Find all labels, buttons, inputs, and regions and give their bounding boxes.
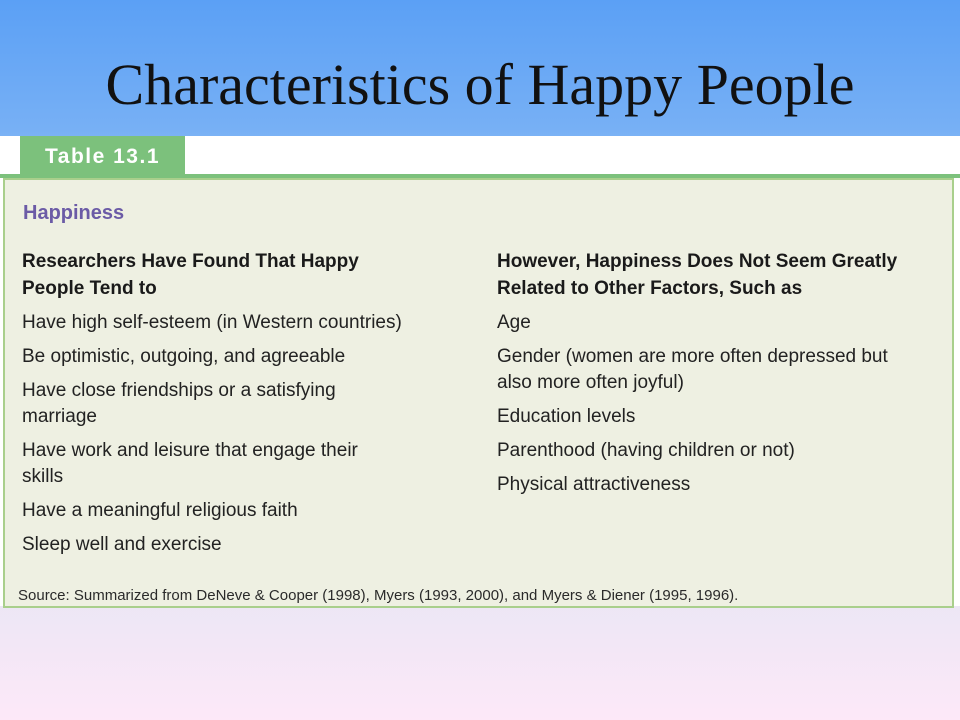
right-list-item: Physical attractiveness <box>497 474 691 495</box>
left-list-item: Be optimistic, outgoing, and agreeable <box>22 346 346 367</box>
right-column-header: However, Happiness Does Not Seem Greatly Related to Other Factors, Such as <box>497 251 898 299</box>
source-note: Source: Summarized from DeNeve & Cooper (1998), Myers (1993, 2000), and Myers & Diener (1995, 1996). <box>18 587 739 604</box>
table-label: Table 13.1 <box>20 136 185 178</box>
left-list-item: Sleep well and exercise <box>22 534 222 555</box>
left-column <box>22 248 482 566</box>
table-subtitle: Happiness <box>23 202 125 224</box>
slide-title: Characteristics of Happy People <box>105 52 855 117</box>
right-column <box>497 248 937 506</box>
left-list-item: Have work and leisure that engage their skills <box>22 440 358 487</box>
left-list-item: Have close friendships or a satisfying marriage <box>22 380 336 427</box>
right-list-item: Age <box>497 312 531 333</box>
table-panel <box>0 136 960 606</box>
right-list-item: Gender (women are more often depressed but also more often joyful) <box>497 346 888 393</box>
left-column-header: Researchers Have Found That Happy People Tend to <box>22 251 359 299</box>
table-box <box>3 178 954 608</box>
right-list-item: Parenthood (having children or not) <box>497 440 795 461</box>
left-list-item: Have a meaningful religious faith <box>22 500 298 521</box>
left-list-item: Have high self-esteem (in Western countries) <box>22 312 402 333</box>
right-list-item: Education levels <box>497 406 636 427</box>
